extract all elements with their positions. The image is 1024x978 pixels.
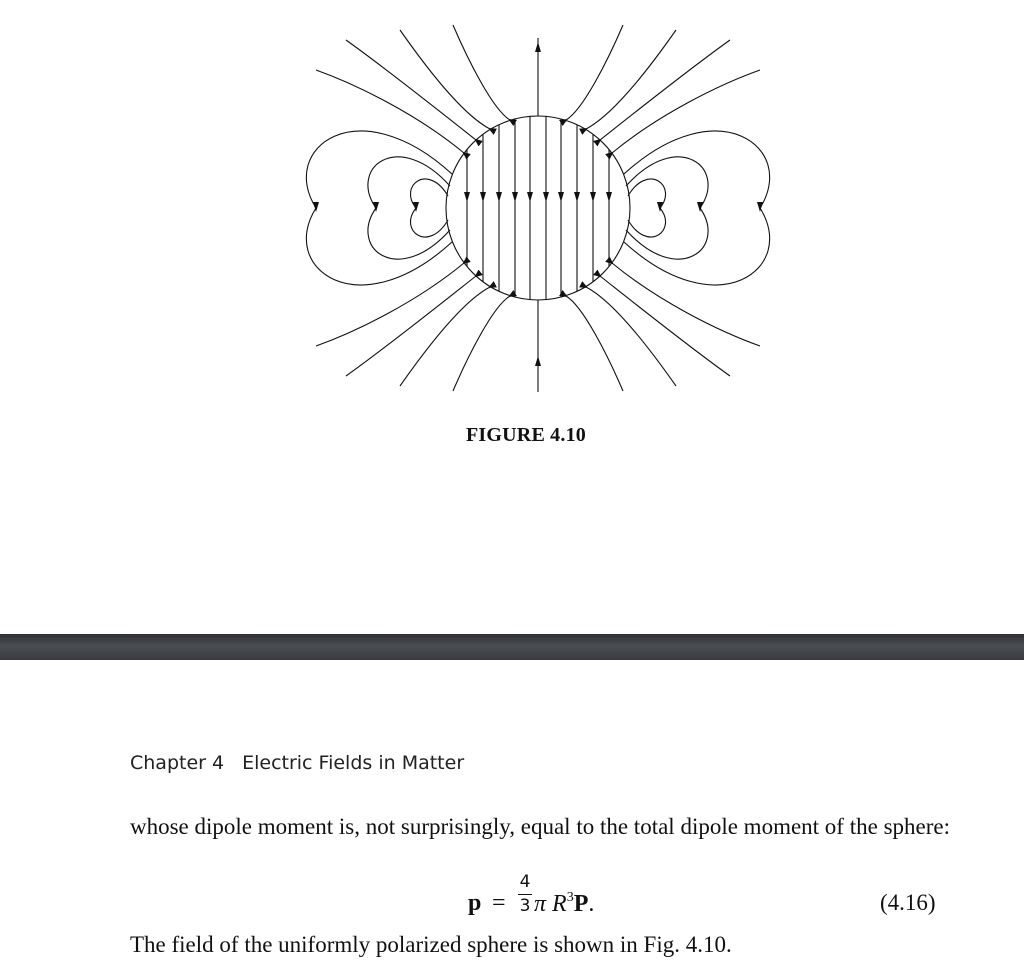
eq-period: .: [588, 891, 595, 917]
exterior-field-line-top: [612, 70, 760, 153]
side-loop-outer-right: [624, 131, 770, 285]
exterior-field-line-bottom: [600, 276, 730, 376]
interior-arrow: [543, 192, 549, 202]
eq-polarization: P: [573, 891, 589, 917]
figure-caption: FIGURE 4.10: [466, 424, 586, 446]
exterior-field-line-top: [346, 40, 476, 140]
exterior-field-line-bottom: [346, 276, 476, 376]
exterior-field-line-top: [600, 40, 730, 140]
interior-arrow: [574, 192, 580, 202]
exterior-field-line-top: [453, 25, 510, 120]
exterior-field-line-bottom: [316, 263, 464, 346]
paragraph-figure-reference: The field of the uniformly polarized sphere is shown in Fig. 4.10.: [130, 932, 732, 957]
exterior-field-line-top: [586, 30, 676, 129]
eq-fraction-bar: [518, 894, 532, 895]
exterior-field-line-bottom: [586, 287, 676, 386]
eq-numerator: 4: [519, 872, 531, 892]
eq-equals: =: [492, 890, 506, 916]
sphere-outline: [446, 116, 630, 300]
eq-rhs: [534, 890, 594, 918]
interior-arrow: [590, 192, 596, 202]
field-lines-figure: [0, 0, 1024, 420]
chapter-title: Electric Fields in Matter: [242, 752, 465, 774]
interior-arrow: [527, 192, 533, 202]
exterior-field-line-bottom: [453, 296, 510, 391]
exterior-field-line-top: [316, 70, 464, 153]
interior-arrow: [512, 192, 518, 202]
eq-exponent: 3: [566, 890, 574, 905]
side-loop-middle-left: [368, 157, 450, 259]
eq-pi: π: [534, 891, 547, 917]
eq-radius: R: [552, 891, 567, 917]
page-bottom: [0, 660, 1024, 978]
exterior-field-line-top: [566, 25, 623, 120]
interior-arrow: [464, 192, 470, 202]
paragraph-dipole-moment: whose dipole moment is, not surprisingly, equal to the total dipole moment of the sphere:: [130, 814, 950, 839]
exterior-field-line-bottom: [566, 296, 623, 391]
exterior-field-line-bottom: [612, 263, 760, 346]
eq-fraction: [518, 872, 532, 916]
side-loop-middle-right: [626, 157, 708, 259]
interior-arrow: [496, 192, 502, 202]
interior-arrow: [558, 192, 564, 202]
side-loop-outer-left: [306, 131, 452, 285]
eq-lhs: p: [468, 890, 482, 916]
interior-arrow: [480, 192, 486, 202]
chapter-label: Chapter 4: [130, 752, 225, 774]
page-divider: [0, 634, 1024, 660]
running-head: [130, 752, 464, 774]
equation-number: (4.16): [880, 890, 936, 915]
exterior-field-line-top: [400, 30, 490, 129]
interior-arrow: [606, 192, 612, 202]
exterior-field-line-bottom: [400, 287, 490, 386]
axis-arrow-bottom: [535, 356, 541, 366]
axis-arrow-top: [535, 42, 541, 52]
eq-denominator: 3: [519, 896, 531, 916]
